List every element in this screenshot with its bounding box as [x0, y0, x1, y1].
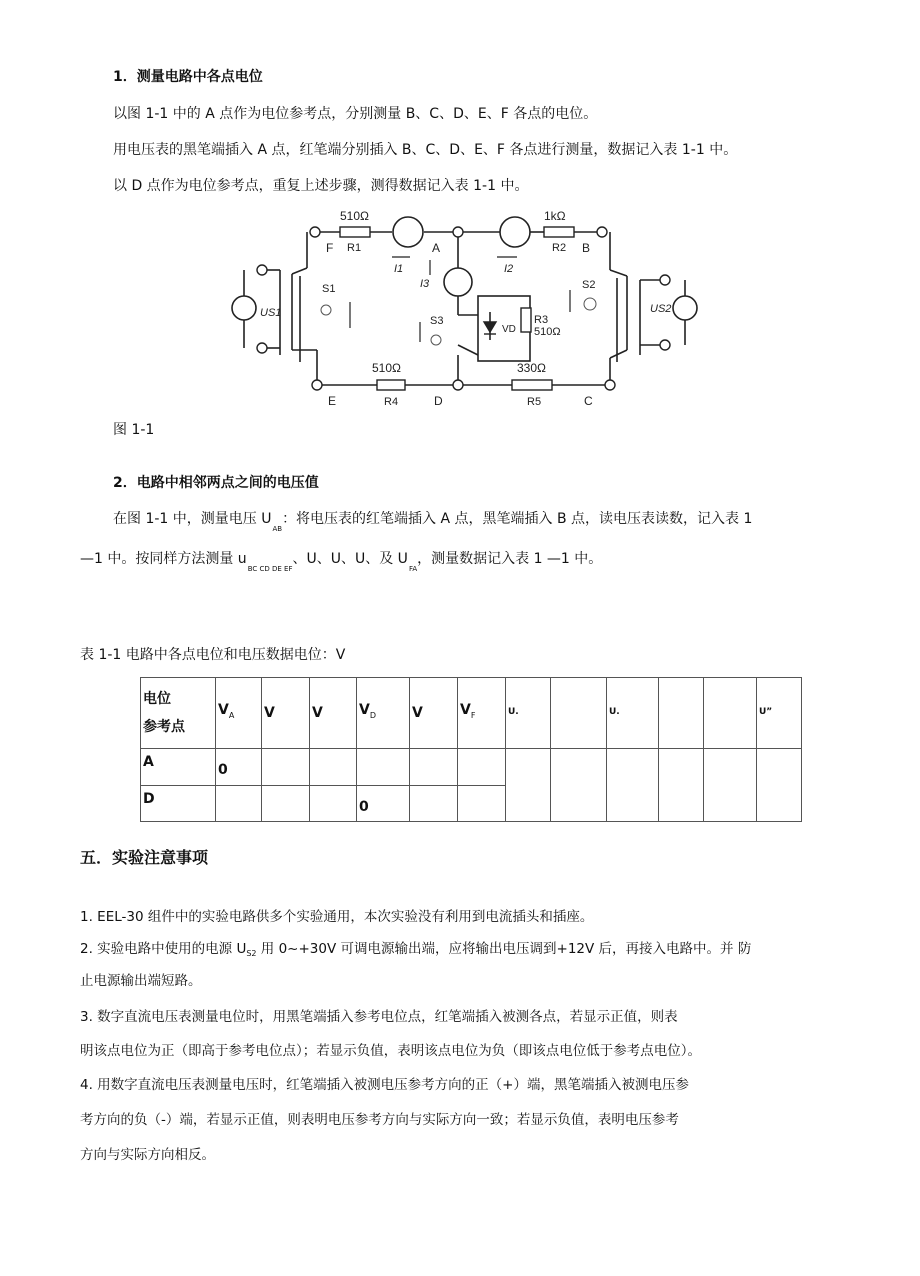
table-caption: 表 1-1 电路中各点电位和电压数据电位：V	[80, 647, 346, 663]
table-cell	[262, 749, 310, 786]
table-cell	[704, 749, 757, 822]
label-i3: I3	[420, 278, 430, 290]
header-blank	[704, 678, 757, 749]
section5-heading: 五．实验注意事项	[80, 848, 209, 867]
label-r5-value: 330Ω	[517, 361, 546, 375]
note-2-line1	[80, 937, 751, 958]
table-cell	[357, 749, 410, 786]
label-r3-value: 510Ω	[534, 326, 561, 338]
label-s2: S2	[582, 279, 596, 291]
table-cell	[607, 749, 659, 822]
text-segment: —1 中。按同样方法测量 u	[80, 551, 247, 567]
table-cell	[262, 786, 310, 822]
header-vc	[310, 678, 357, 749]
table-cell	[551, 749, 607, 822]
row-label: A	[141, 749, 216, 786]
label-node-f: F	[326, 241, 334, 255]
text-segment: 用 0~+30V 可调电源输出端，应将输出电压调到+12V 后，再接入电路中。并 防	[256, 941, 752, 957]
label-r1-value: 510Ω	[340, 209, 369, 223]
label-s3: S3	[430, 315, 444, 327]
text-segment: 、U、U、U、及 U	[292, 551, 408, 567]
subscript: AB	[272, 525, 283, 533]
circuit-diagram	[222, 200, 712, 415]
label-i1: I1	[394, 263, 404, 275]
note-1: 1. EEL-30 组件中的实验电路供多个实验通用，本次实验没有利用到电流插头和插座。	[80, 909, 594, 925]
label-i2: I2	[504, 263, 514, 275]
figure-caption: 图 1-1	[113, 422, 155, 438]
label-node-b: B	[582, 241, 591, 255]
header-u3	[757, 678, 802, 749]
label-r2: R2	[552, 242, 567, 254]
header-ve	[410, 678, 458, 749]
header-text: V	[312, 705, 323, 721]
label-r2-value: 1kΩ	[544, 209, 566, 223]
table-cell	[310, 749, 357, 786]
header-text: U”	[759, 707, 773, 717]
cell-va: 0	[216, 749, 262, 786]
text-segment: 2. 实验电路中使用的电源 U	[80, 941, 247, 957]
table-cell	[410, 786, 458, 822]
header-text: V	[460, 702, 471, 718]
table-header-row	[141, 678, 802, 749]
table-cell	[757, 749, 802, 822]
table-cell	[216, 786, 262, 822]
data-table	[140, 677, 802, 822]
label-s1: S1	[322, 283, 336, 295]
header-va	[216, 678, 262, 749]
header-ref-line2: 参考点	[143, 719, 185, 735]
table-cell	[458, 786, 506, 822]
text-segment: ，测量数据记入表 1 —1 中。	[417, 551, 603, 567]
header-text: V	[218, 702, 229, 718]
header-text: U.	[508, 707, 519, 717]
section1-paragraph: 以图 1-1 中的 A 点作为电位参考点，分别测量 B、C、D、E、F 各点的电位。	[113, 106, 598, 122]
note-4-line3: 方向与实际方向相反。	[80, 1147, 215, 1163]
table-cell	[506, 749, 551, 822]
section1-paragraph: 以 D 点作为电位参考点，重复上述步骤，测得数据记入表 1-1 中。	[113, 178, 529, 194]
subscript: FA	[408, 565, 418, 573]
table-cell	[458, 749, 506, 786]
header-ref-point	[141, 678, 216, 749]
header-u1	[506, 678, 551, 749]
cell-vd: 0	[357, 786, 410, 822]
note-4-line1: 4. 用数字直流电压表测量电压时，红笔端插入被测电压参考方向的正（+）端，黑笔端插入被测电压参	[80, 1077, 689, 1093]
label-r3: R3	[534, 314, 549, 326]
label-node-d: D	[434, 394, 443, 408]
table-cell	[410, 749, 458, 786]
section1-heading: 1．测量电路中各点电位	[113, 69, 263, 85]
header-subscript: F	[470, 711, 476, 720]
section2-paragraph-line2	[80, 548, 602, 573]
section2-paragraph-line1	[113, 508, 752, 533]
label-us2: US2	[650, 303, 672, 315]
header-subscript: A	[228, 711, 235, 720]
header-text: V	[359, 702, 370, 718]
header-subscript: D	[369, 711, 377, 720]
header-blank	[659, 678, 704, 749]
header-blank	[551, 678, 607, 749]
header-text: V	[412, 705, 423, 721]
header-u2	[607, 678, 659, 749]
subscript: S2	[246, 949, 257, 958]
table-cell	[310, 786, 357, 822]
header-vf	[458, 678, 506, 749]
row-label: D	[141, 786, 216, 822]
subscript: BC CD DE EF	[247, 565, 293, 573]
header-vb	[262, 678, 310, 749]
table-cell	[659, 749, 704, 822]
label-node-a: A	[432, 241, 441, 255]
label-r5: R5	[527, 396, 542, 408]
note-2-line2: 止电源输出端短路。	[80, 973, 202, 989]
text-segment: ：将电压表的红笔端插入 A 点，黑笔端插入 B 点，读电压表读数，记入表 1	[282, 511, 753, 527]
header-ref-line1: 电位	[143, 691, 171, 707]
label-r4-value: 510Ω	[372, 361, 401, 375]
label-r4: R4	[384, 396, 399, 408]
label-r1: R1	[347, 242, 362, 254]
note-3-line2: 明该点电位为正（即高于参考电位点）；若显示负值，表明该点电位为负（即该点电位低于参考点电位）。	[80, 1043, 701, 1059]
header-text: U.	[609, 707, 620, 717]
note-4-line2: 考方向的负（-）端，若显示正值，则表明电压参考方向与实际方向一致；若显示负值，表明电压参考	[80, 1112, 679, 1128]
header-vd	[357, 678, 410, 749]
label-vd: VD	[502, 324, 516, 335]
section2-heading: 2．电路中相邻两点之间的电压值	[113, 475, 319, 491]
table-row	[141, 749, 802, 786]
text-segment: 在图 1-1 中，测量电压 U	[113, 511, 272, 527]
note-3-line1: 3. 数字直流电压表测量电位时，用黑笔端插入参考电位点，红笔端插入被测各点，若显示正值，则表	[80, 1009, 678, 1025]
label-us1: US1	[260, 307, 282, 319]
section1-paragraph: 用电压表的黑笔端插入 A 点，红笔端分别插入 B、C、D、E、F 各点进行测量，数据记入表 1-1 中。	[113, 142, 738, 158]
label-node-c: C	[584, 394, 593, 408]
header-text: V	[264, 705, 275, 721]
label-node-e: E	[328, 394, 337, 408]
